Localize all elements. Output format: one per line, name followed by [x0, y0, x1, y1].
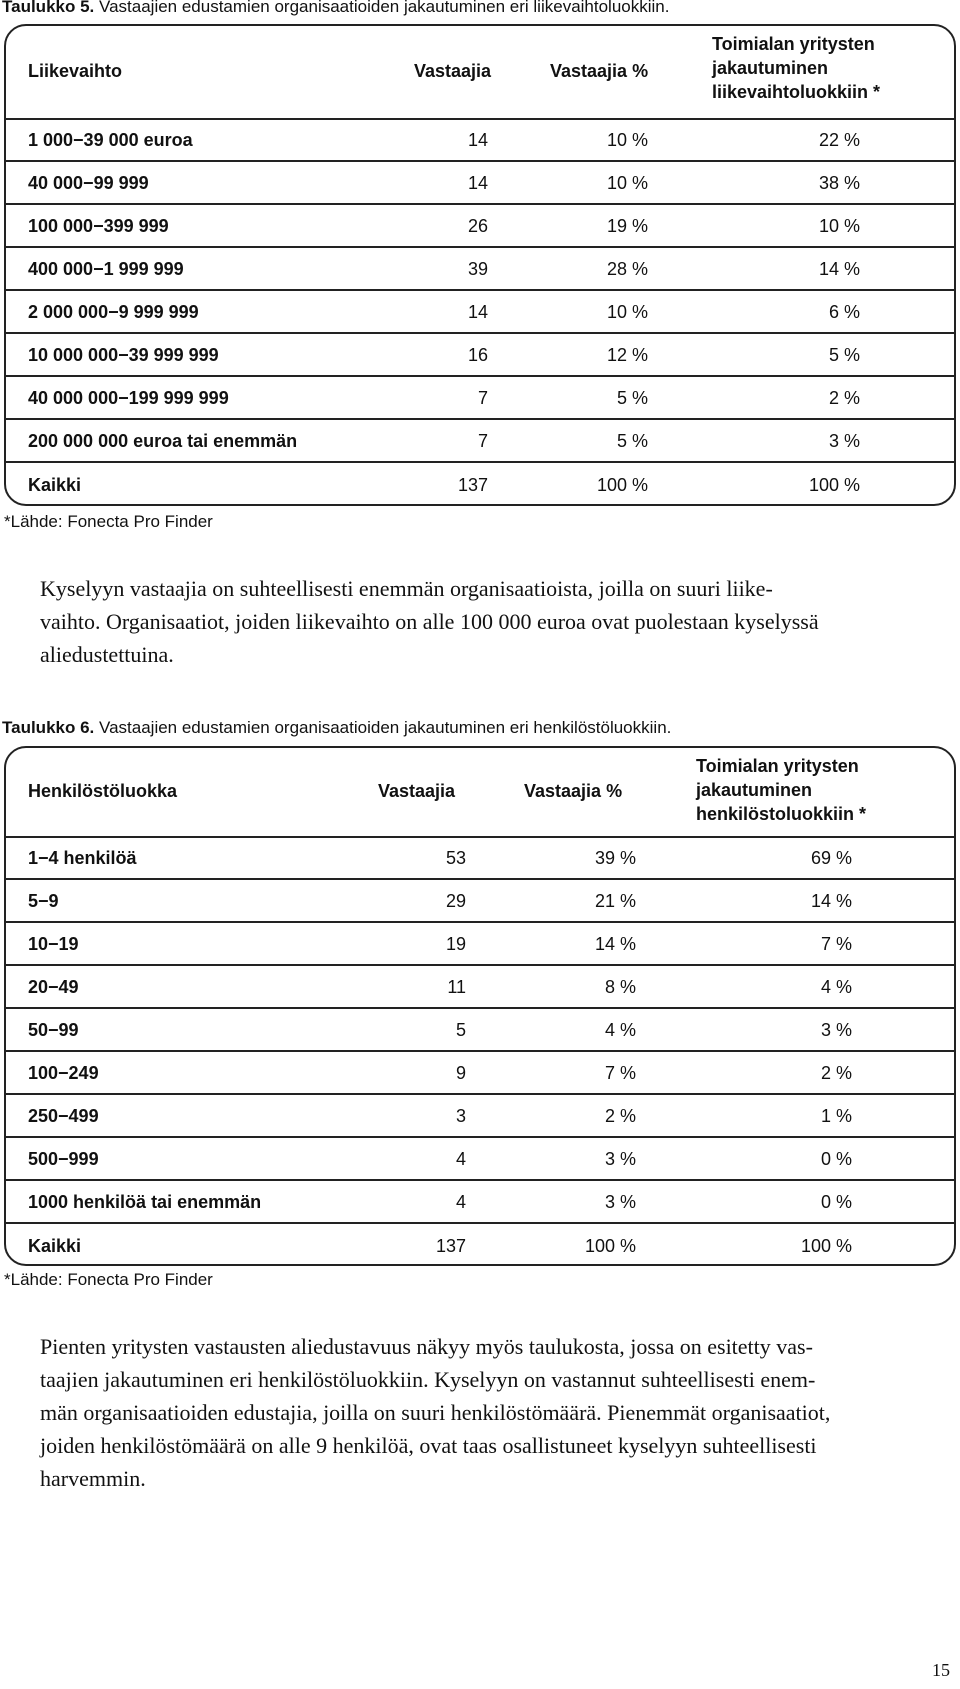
table6-caption-text: Vastaajien edustamien organisaatioiden jakautuminen eri henkilöstöluokkiin. — [99, 718, 672, 737]
table5-header-industry: Toimialan yritysten jakautuminen liikevaihtoluokkiin * — [712, 34, 881, 102]
table-row: 1000 henkilöä tai enemmän 4 3 % 0 % — [4, 1182, 956, 1224]
table-row: 40 000−99 999 14 10 % 38 % — [4, 163, 956, 205]
paragraph-1: Kyselyyn vastaajia on suhteellisesti enemmän organisaatioista, joilla on suuri liike- vaihto. Organisaatiot, joiden liikevaihto on alle 100 000 euroa ovat puolestaan kyselyssä aliedustettuina. — [40, 576, 819, 667]
table6-header-industry: Toimialan yritysten jakautuminen henkilöstoluokkiin * — [696, 756, 867, 824]
table6-header — [4, 746, 956, 838]
table6-caption — [2, 718, 671, 738]
table-row: 1−4 henkilöä 53 39 % 69 % — [4, 838, 956, 880]
table5-caption-label: Taulukko 5. — [2, 0, 95, 16]
table-row: 5−9 29 21 % 14 % — [4, 881, 956, 923]
table5-caption — [2, 0, 669, 17]
table6-caption-label: Taulukko 6. — [2, 718, 95, 737]
table-row: 250−499 3 2 % 1 % — [4, 1096, 956, 1138]
table-row: 100 000−399 999 26 19 % 10 % — [4, 206, 956, 248]
table5-total-row: Kaikki 137 100 % 100 % — [28, 474, 860, 495]
paragraph-2: Pienten yritysten vastausten aliedustavuus näkyy myös taulukosta, jossa on esitetty vas- taajien jakautuminen eri henkilöstöluokkiin. Kyselyyn on vastannut suhteellisesti enem- män organisaatioiden edustajia, joilla on suuri henkilöstömäärä. Pienemmät organisaatiot, joiden henkilöstömäärä on alle 9 henkilöä, ovat taas osallistuneet kyselyyn suhteellisesti harvemmin. — [40, 1334, 831, 1491]
table-row: 10 000 000−39 999 999 16 12 % 5 % — [4, 335, 956, 377]
table5-header-vastaajia-pct: Vastaajia % — [550, 60, 649, 81]
table-row: 2 000 000−9 999 999 14 10 % 6 % — [4, 292, 956, 334]
table5-source-note: *Lähde: Fonecta Pro Finder — [4, 512, 213, 531]
table6-source-note: *Lähde: Fonecta Pro Finder — [4, 1270, 213, 1289]
table5-header — [4, 24, 956, 120]
table-row: 40 000 000−199 999 999 7 5 % 2 % — [4, 378, 956, 420]
table5-header-vastaajia: Vastaajia — [414, 60, 492, 81]
table-row: 1 000−39 000 euroa 14 10 % 22 % — [4, 120, 956, 162]
table-row: 500−999 4 3 % 0 % — [4, 1139, 956, 1181]
table6 — [4, 746, 956, 1266]
table5-caption-text: Vastaajien edustamien organisaatioiden jakautuminen eri liikevaihtoluokkiin. — [99, 0, 670, 16]
table-row: 20−49 11 8 % 4 % — [4, 967, 956, 1009]
table6-header-vastaajia: Vastaajia — [378, 780, 456, 801]
table-row: 10−19 19 14 % 7 % — [4, 924, 956, 966]
table6-header-vastaajia-pct: Vastaajia % — [524, 780, 623, 801]
table5 — [4, 24, 956, 506]
table-row: 200 000 000 euroa tai enemmän 7 5 % 3 % — [4, 421, 956, 463]
table-row: 100−249 9 7 % 2 % — [4, 1053, 956, 1095]
table6-total-row: Kaikki 137 100 % 100 % — [28, 1235, 852, 1256]
table-row: 50−99 5 4 % 3 % — [4, 1010, 956, 1052]
table5-header-liikevaihto: Liikevaihto — [28, 60, 123, 81]
table-row: 400 000−1 999 999 39 28 % 14 % — [4, 249, 956, 291]
table6-header-henkilostoluokka: Henkilöstöluokka — [28, 780, 178, 801]
page-number: 15 — [932, 1660, 950, 1680]
